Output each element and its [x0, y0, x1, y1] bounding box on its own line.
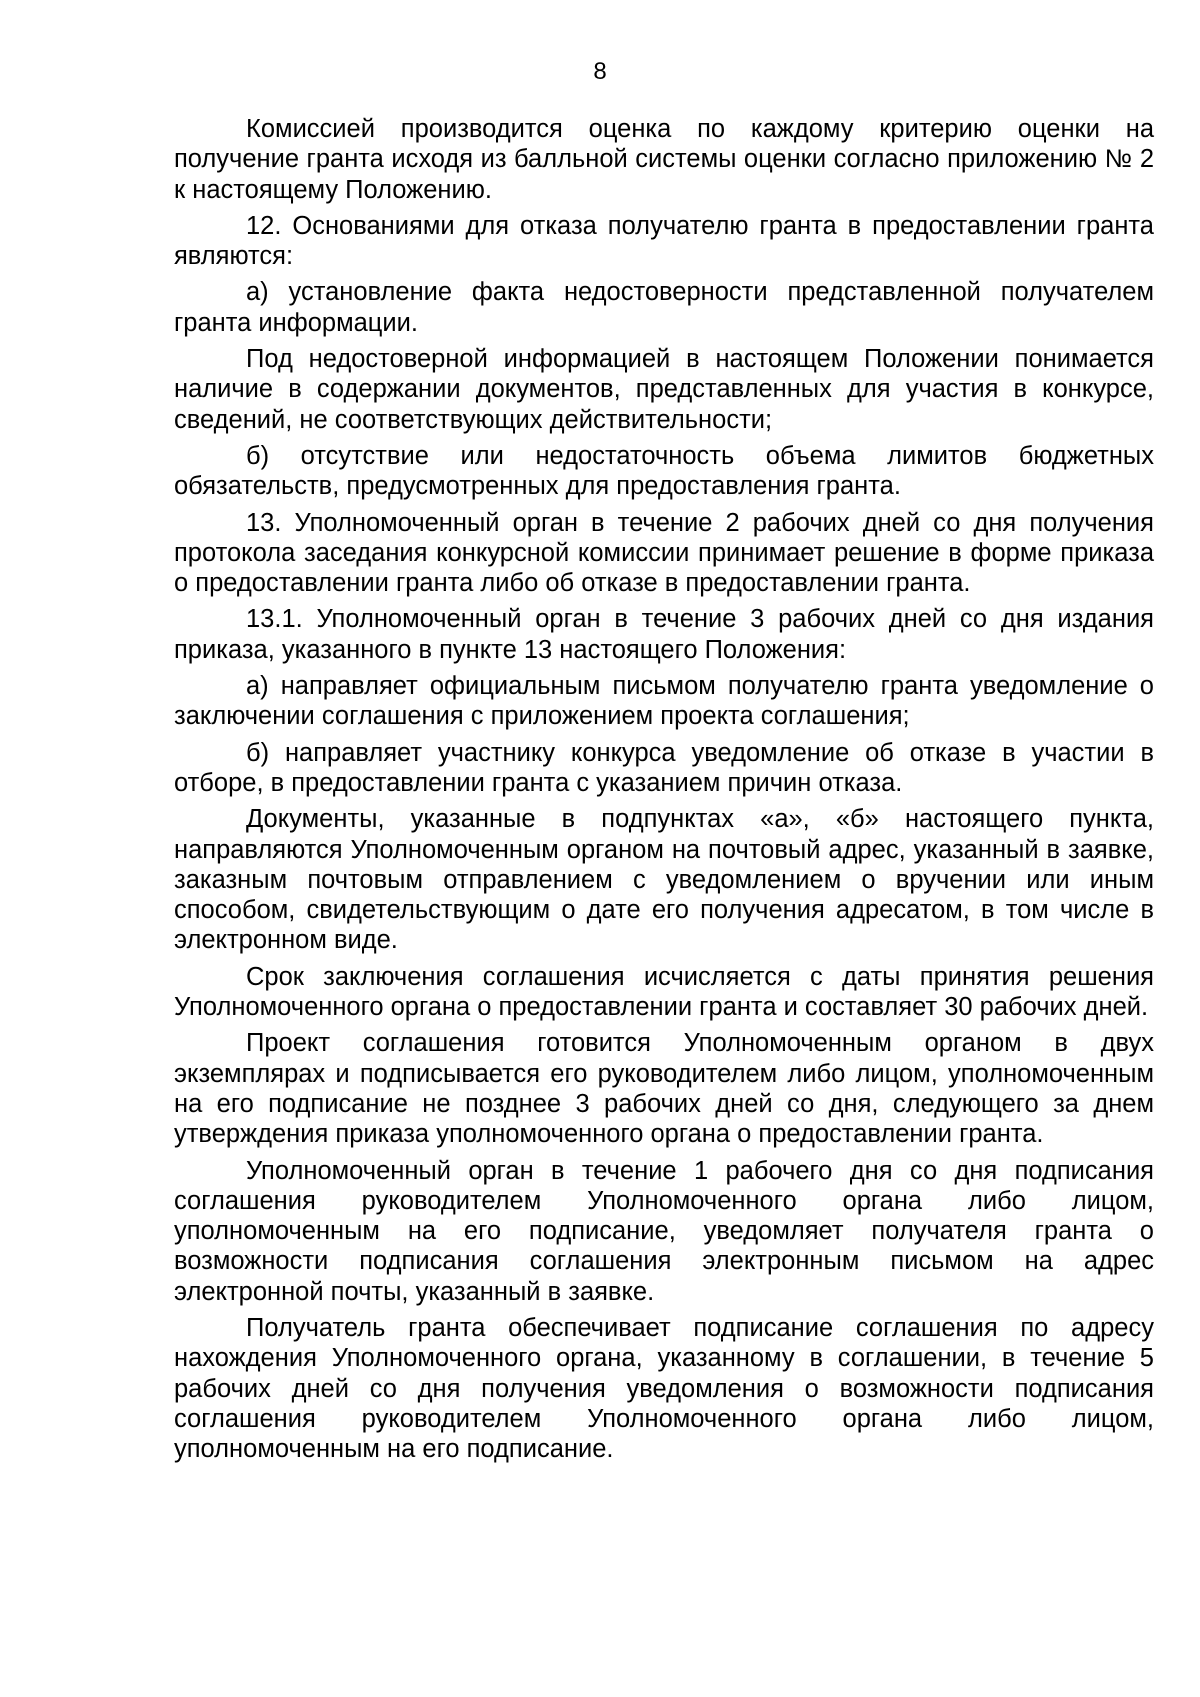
paragraph-documents-delivery: Документы, указанные в подпунктах «а», «б» настоящего пункта, направляются Уполномоченным органом на почтовый адрес, указанный в заявке, заказным почтовым отправлением с уведомлением о вручении или иным способом, свидетельствующим о дате его получения адресатом, в том числе в электронном виде.	[174, 805, 1154, 955]
paragraph-agreement-term: Срок заключения соглашения исчисляется с даты принятия решения Уполномоченного органа о предоставлении гранта и составляет 30 рабочих дней.	[174, 962, 1154, 1022]
paragraph-13-1-actions: 13.1. Уполномоченный орган в течение 3 рабочих дней со дня издания приказа, указанного в пункте 13 настоящего Положения:	[174, 605, 1154, 664]
paragraph-commission-evaluation: Комиссией производится оценка по каждому критерию оценки на получение гранта исходя из балльной системы оценки согласно приложению № 2 к настоящему Положению.	[174, 115, 1154, 204]
page-number: 8	[593, 58, 607, 85]
paragraph-12-refusal-grounds: 12. Основаниями для отказа получателю гранта в предоставлении гранта являются:	[174, 211, 1154, 271]
paragraph-recipient-signing: Получатель гранта обеспечивает подписание соглашения по адресу нахождения Уполномоченного органа, указанному в соглашении, в течение 5 рабочих дней со дня получения уведомления о возможности подписания соглашения руководителем Уполномоченного органа либо лицом, уполномоченным на его подписание.	[174, 1313, 1154, 1464]
paragraph-unreliable-info-definition: Под недостоверной информацией в настоящем Положении понимается наличие в содержании документов, представленных для участия в конкурсе, сведений, не соответствующих действительности;	[174, 345, 1154, 434]
paragraph-12a-unreliable-info: а) установление факта недостоверности представленной получателем гранта информации.	[174, 278, 1154, 337]
paragraph-13-1b-refusal-notice: б) направляет участнику конкурса уведомление об отказе в участии в отборе, в предоставлении гранта с указанием причин отказа.	[174, 738, 1154, 797]
paragraph-13-decision: 13. Уполномоченный орган в течение 2 рабочих дней со дня получения протокола заседания конкурсной комиссии принимает решение в форме приказа о предоставлении гранта либо об отказе в предоставлении гранта.	[174, 508, 1154, 598]
paragraph-13-1a-notification: а) направляет официальным письмом получателю гранта уведомление о заключении соглашения с приложением проекта соглашения;	[174, 672, 1154, 731]
paragraph-signing-notification: Уполномоченный орган в течение 1 рабочего дня со дня подписания соглашения руководителем Уполномоченного органа либо лицом, уполномоченным на его подписание, уведомляет получателя гранта о возможности подписания соглашения электронным письмом на адрес электронной почты, указанный в заявке.	[174, 1156, 1154, 1306]
paragraph-12b-budget-limits: б) отсутствие или недостаточность объема лимитов бюджетных обязательств, предусмотренных для предоставления гранта.	[174, 441, 1154, 501]
paragraph-draft-agreement: Проект соглашения готовится Уполномоченным органом в двух экземплярах и подписывается его руководителем либо лицом, уполномоченным на его подписание не позднее 3 рабочих дней со дня, следующего за днем утверждения приказа уполномоченного органа о предоставлении гранта.	[174, 1029, 1154, 1149]
document-body	[174, 114, 1154, 1470]
